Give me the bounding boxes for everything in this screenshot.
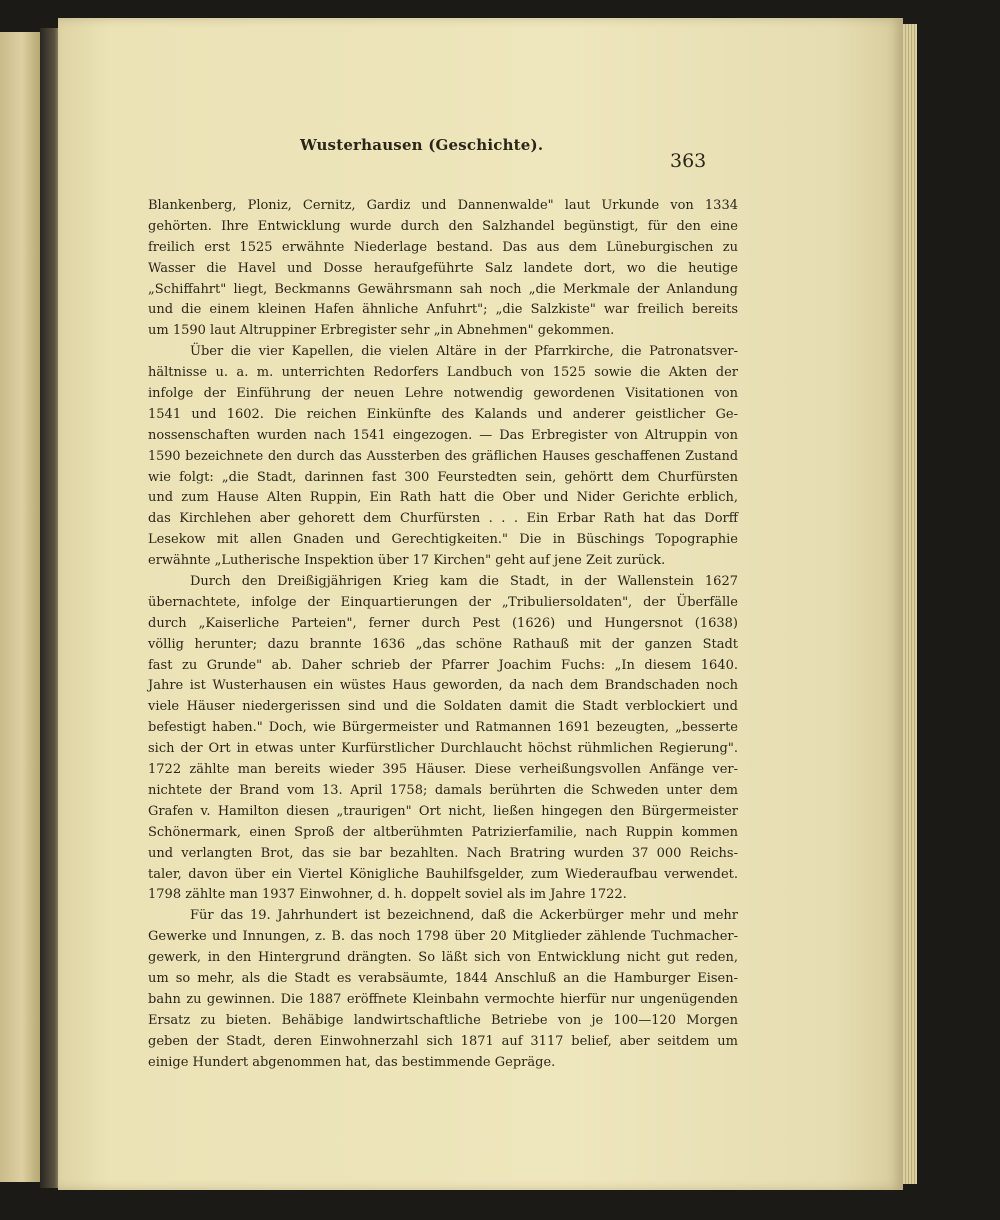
text-line: Ersatz zu bieten. Behäbige landwirtschaftliche Betriebe von je 100—120 Morgen [148, 1012, 738, 1028]
text-line: völlig herunter; dazu brannte 1636 „das schöne Rathauß mit der ganzen Stadt [148, 636, 738, 652]
text-line: wie folgt: „die Stadt, darinnen fast 300 Feurstedten sein, gehörtt dem Churfürsten [148, 469, 738, 485]
text-line: das Kirchlehen aber gehorett dem Churfürsten . . . Ein Erbar Rath hat das Dorff [148, 511, 738, 527]
text-line: Schönermark, einen Sproß der altberühmten Patrizierfamilie, nach Ruppin kommen [148, 824, 738, 840]
text-line: einige Hundert abgenommen hat, das bestimmende Gepräge. [148, 1054, 556, 1070]
paragraph [148, 342, 738, 572]
page-number: 363 [670, 150, 707, 172]
text-line: Lesekow mit allen Gnaden und Gerechtigkeiten." Die in Büschings Topographie [148, 532, 738, 548]
text-line: hältnisse u. a. m. unterrichten Redorfers Landbuch von 1525 sowie die Akten der [148, 365, 738, 381]
text-line: fast zu Grunde" ab. Daher schrieb der Pfarrer Joachim Fuchs: „In diesem 1640. [148, 657, 738, 673]
text-line: befestigt haben." Doch, wie Bürgermeister und Ratmannen 1691 bezeugten, „besserte [148, 720, 738, 736]
text-line: Gewerke und Innungen, z. B. das noch 1798 über 20 Mitglieder zählende Tuchmacher- [148, 929, 738, 945]
text-line: freilich erst 1525 erwähnte Niederlage bestand. Das aus dem Lüneburgischen zu [148, 239, 738, 255]
text-line: 1798 zählte man 1937 Einwohner, d. h. doppelt soviel als im Jahre 1722. [148, 887, 627, 903]
text-line: viele Häuser niedergerissen sind und die Soldaten damit die Stadt verblockiert und [148, 699, 738, 715]
text-line: 1722 zählte man bereits wieder 395 Häuser. Diese verheißungsvollen Anfänge ver- [148, 762, 738, 778]
text-line: um so mehr, als die Stadt es verabsäumte, 1844 Anschluß an die Hamburger Eisen- [148, 970, 738, 986]
text-line: „Schiffahrt" liegt, Beckmanns Gewährsmann sah noch „die Merkmale der Anlandung [148, 281, 738, 297]
page-edges [903, 24, 917, 1184]
body-text [148, 196, 738, 1073]
text-line: Durch den Dreißigjährigen Krieg kam die Stadt, in der Wallenstein 1627 [190, 574, 738, 590]
text-line: 1541 und 1602. Die reichen Einkünfte des Kalands und anderer geistlicher Ge- [148, 406, 738, 422]
text-line: Jahre ist Wusterhausen ein wüstes Haus geworden, da nach dem Brandschaden noch [148, 678, 738, 694]
text-line: nossenschaften wurden nach 1541 eingezogen. — Das Erbregister von Altruppin von [148, 427, 738, 443]
text-line: und die einem kleinen Hafen ähnliche Anfuhrt"; „die Salzkiste" war freilich bereits [148, 302, 738, 318]
text-line: und verlangten Brot, das sie bar bezahlten. Nach Bratring wurden 37 000 Reichs- [148, 845, 738, 861]
text-line: infolge der Einführung der neuen Lehre notwendig gewordenen Visitationen von [148, 386, 738, 402]
left-page-edge [0, 32, 40, 1182]
text-line: gewerk, in den Hintergrund drängten. So läßt sich von Entwicklung nicht gut reden, [148, 950, 738, 966]
text-line: nichtete der Brand vom 13. April 1758; damals berührten die Schweden unter dem [148, 782, 738, 798]
text-line: sich der Ort in etwas unter Kurfürstlicher Durchlaucht höchst rühmlichen Regierung". [148, 741, 738, 757]
text-line: Über die vier Kapellen, die vielen Altäre in der Pfarrkirche, die Patronatsver- [190, 344, 738, 360]
text-line: um 1590 laut Altruppiner Erbregister sehr „in Abnehmen" gekommen. [148, 323, 615, 339]
text-line: Wasser die Havel und Dosse heraufgeführte Salz landete dort, wo die heutige [148, 260, 738, 276]
text-line: übernachtete, infolge der Einquartierungen der „Tribuliersoldaten", der Überfälle [148, 594, 738, 610]
paragraph [148, 906, 738, 1073]
text-line: durch „Kaiserliche Parteien", ferner durch Pest (1626) und Hungersnot (1638) [148, 615, 738, 631]
text-line: bahn zu gewinnen. Die 1887 eröffnete Kleinbahn vermochte hierfür nur ungenügenden [148, 991, 738, 1007]
text-line: Blankenberg, Ploniz, Cernitz, Gardiz und Dannenwalde" laut Urkunde von 1334 [148, 198, 738, 213]
paragraph [148, 572, 738, 906]
text-line: taler, davon über ein Viertel Königliche Bauhilfsgelder, zum Wiederaufbau verwendet. [148, 866, 738, 882]
text-line: erwähnte „Lutherische Inspektion über 17 Kirchen" geht auf jene Zeit zurück. [148, 553, 666, 569]
text-line: Für das 19. Jahrhundert ist bezeichnend, daß die Ackerbürger mehr und mehr [190, 908, 738, 924]
text-line: 1590 bezeichnete den durch das Aussterben des gräflichen Hauses geschaffenen Zustand [148, 448, 738, 464]
text-line: Grafen v. Hamilton diesen „traurigen" Ort nicht, ließen hingegen den Bürgermeister [148, 803, 738, 819]
text-line: geben der Stadt, deren Einwohnerzahl sich 1871 auf 3117 belief, aber seitdem um [148, 1033, 738, 1049]
text-line: und zum Hause Alten Ruppin, Ein Rath hatt die Ober und Nider Gerichte erblich, [148, 490, 738, 506]
text-line: gehörten. Ihre Entwicklung wurde durch den Salzhandel begünstigt, für den eine [148, 218, 738, 234]
paragraph [148, 196, 738, 342]
running-head: Wusterhausen (Geschichte). [300, 136, 544, 154]
